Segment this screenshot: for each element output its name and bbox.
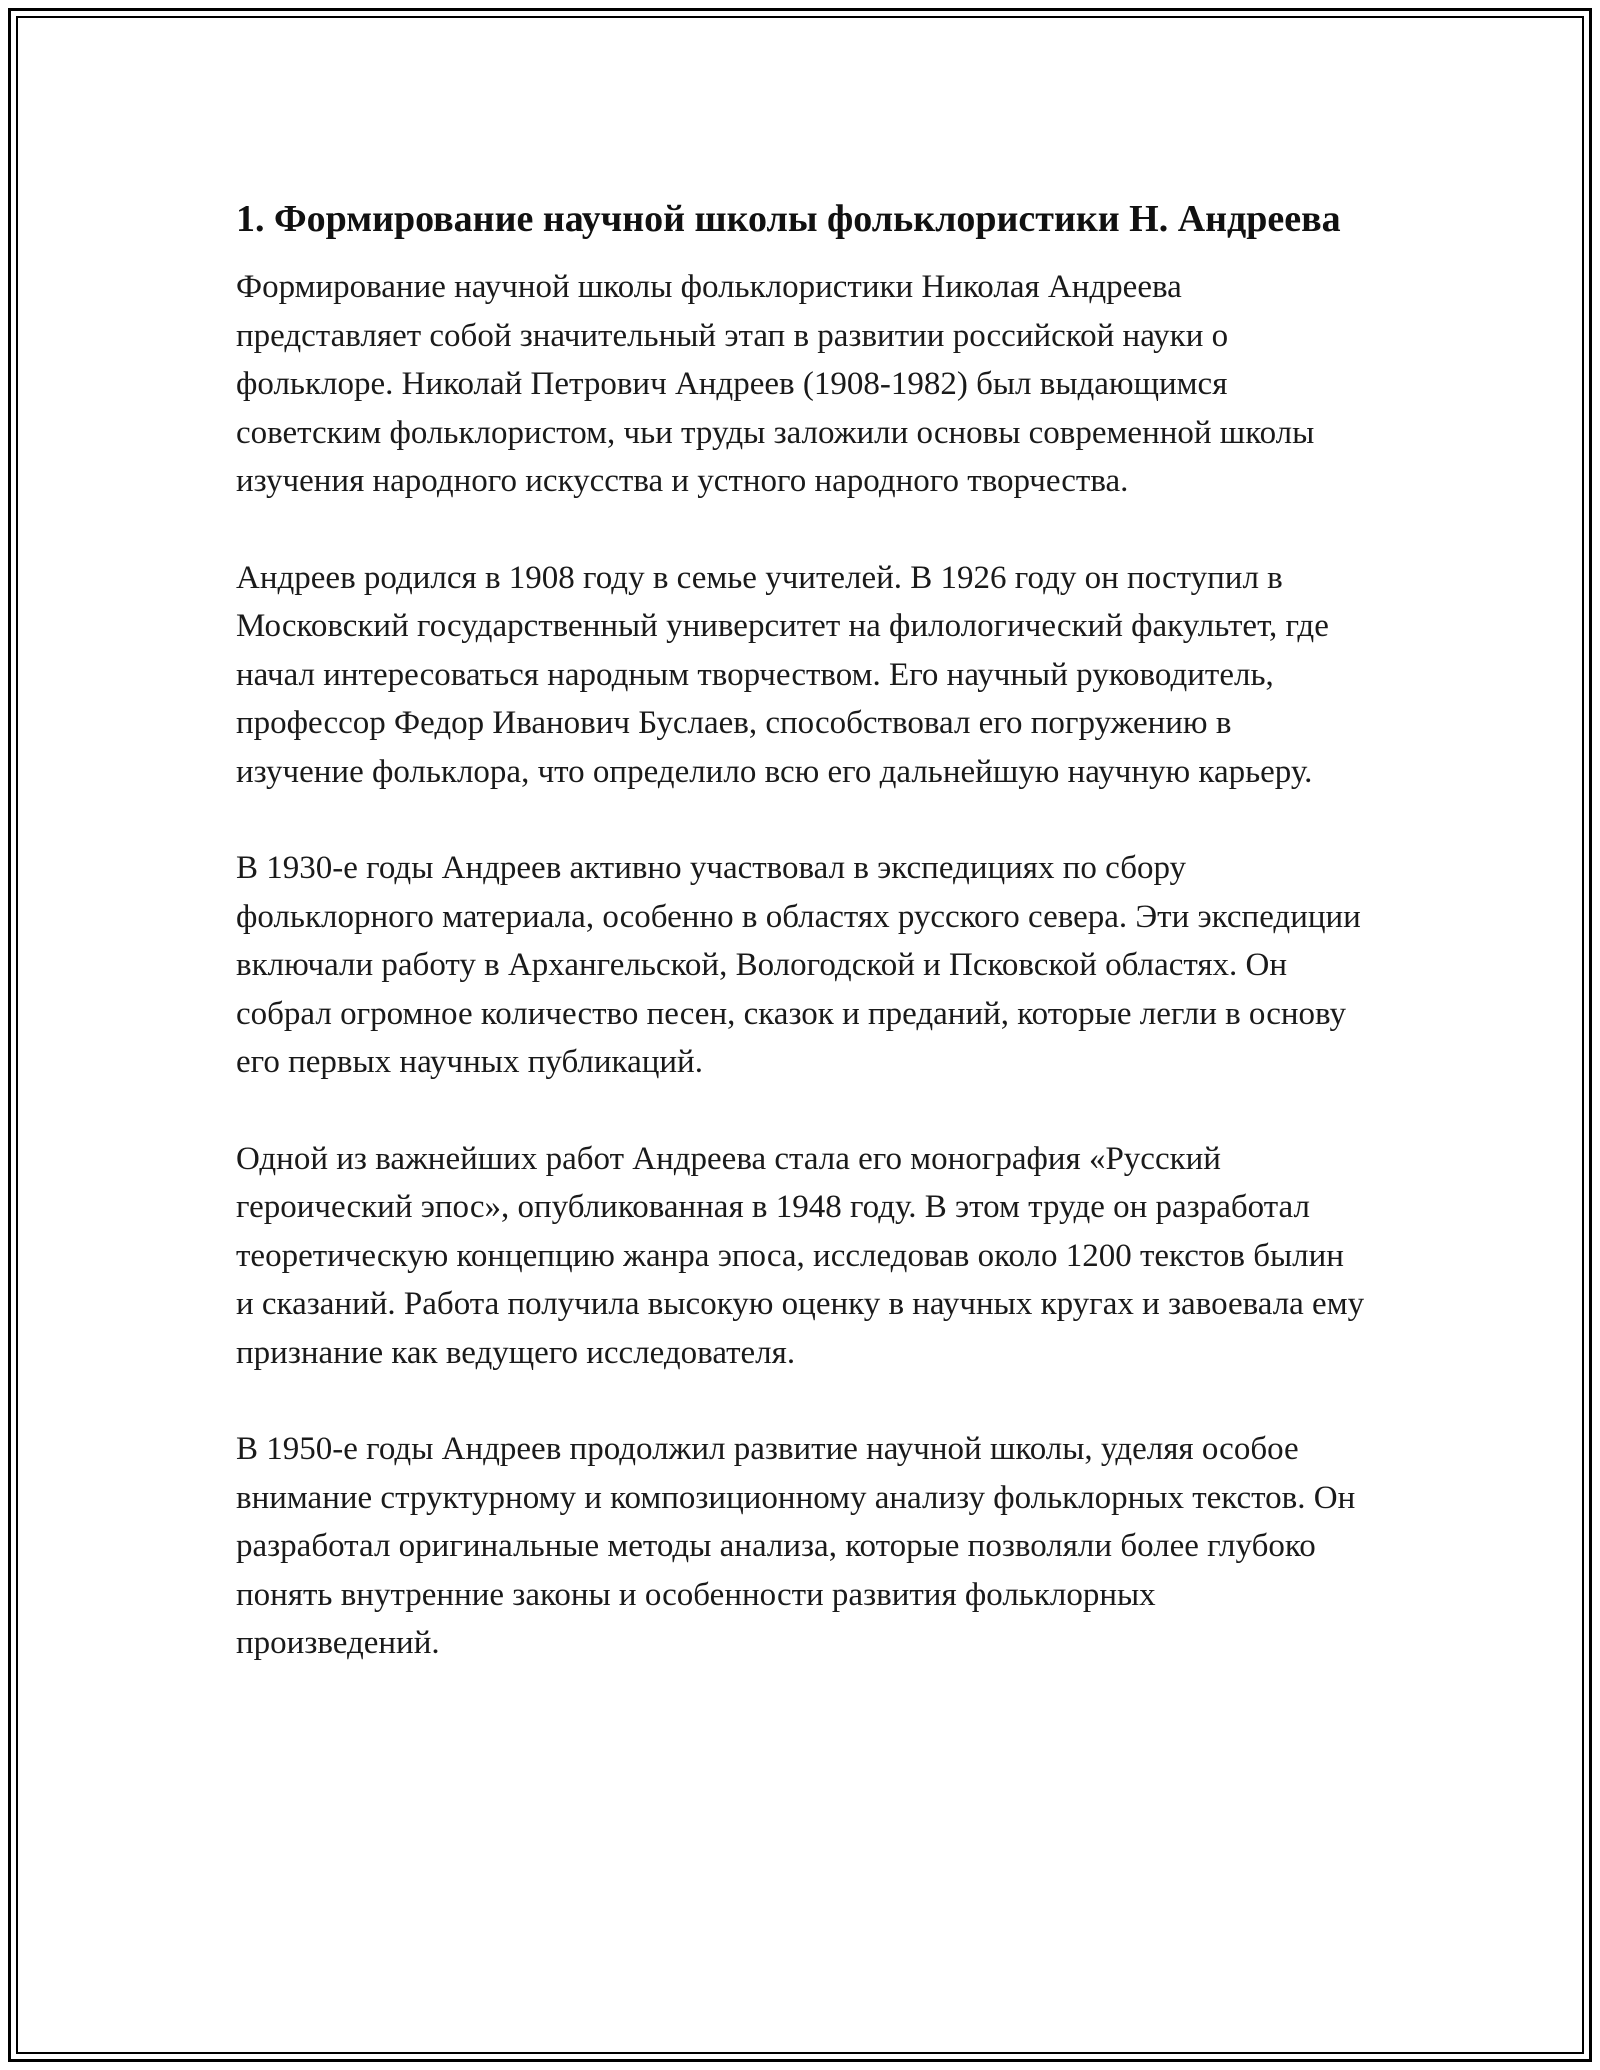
paragraph-3: В 1930-е годы Андреев активно участвовал в экспедициях по сбору фольклорного материала, особенно в областях русского севера. Эти экспедиции включали работу в Архангельской, Вологодской и Псковской областях. Он собрал огромное количество песен, сказок и преданий, которые легли в основу его первых научных публикаций. [236,850,1361,1080]
document-body [236,188,1366,1716]
paragraph-4: Одной из важнейших работ Андреева стала его монография «Русский героический эпос», опубликованная в 1948 году. В этом труде он разработал теоретическую концепцию жанра эпоса, исследовав около 1200 текстов былин и сказаний. Работа получила высокую оценку в научных кругах и завоевала ему признание как ведущего исследователя. [236,1140,1365,1371]
paragraph-2: Андреев родился в 1908 году в семье учителей. В 1926 году он поступил в Московский государственный университет на филологический факультет, где начал интересоваться народным творчеством. Его научный руководитель, профессор Федор Иванович Буслаев, способствовал его погружению в изучение фольклора, что определило всю его дальнейшую научную карьеру. [236,559,1329,790]
paragraph-1: Формирование научной школы фольклористики Николая Андреева представляет собой значительный этап в развитии российской науки о фольклоре. Николай Петрович Андреев (1908-1982) был выдающимся советским фольклористом, чьи труды заложили основы современной школы изучения народного искусства и устного народного творчества. [236,269,1315,499]
page-title: 1. Формирование научной школы фольклористики Н. Андреева [236,198,1341,240]
paragraph-5: В 1950-е годы Андреев продолжил развитие научной школы, уделяя особое внимание структурному и композиционному анализу фольклорных текстов. Он разработал оригинальные методы анализа, которые позволяли более глубоко понять внутренние законы и особенности развития фольклорных произведений. [236,1431,1356,1661]
